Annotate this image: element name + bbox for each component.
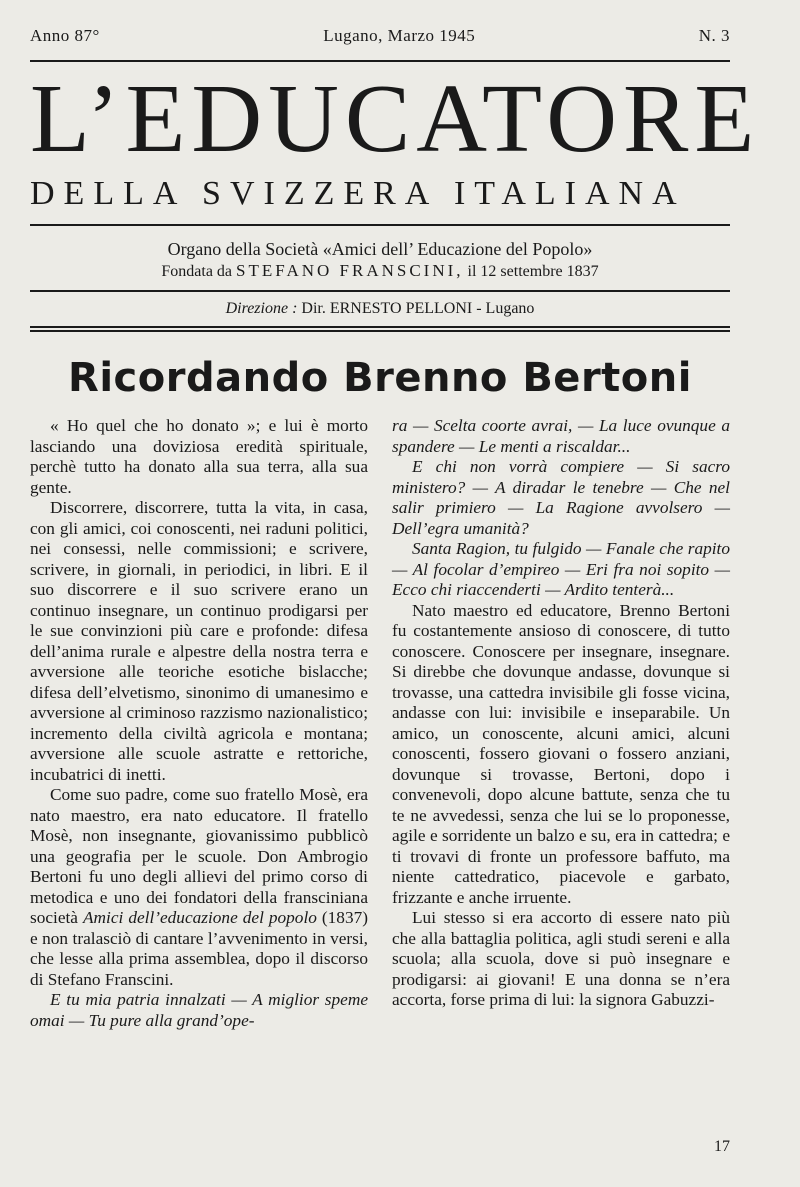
masthead-title: L’EDUCATORE bbox=[30, 65, 761, 173]
direction-rule-top bbox=[30, 326, 730, 328]
direction-line bbox=[30, 300, 730, 318]
founder-name: STEFANO FRANSCINI, bbox=[236, 261, 464, 280]
founded-line bbox=[30, 260, 730, 283]
paragraph-3 bbox=[30, 785, 368, 990]
verse-3: E chi non vorrà compiere — Si sacro ministero? — A diradar le tenebre — Che nel salir primiero — La Ragione avvolsero — Dell’egra umanità? bbox=[392, 457, 730, 538]
organ-rule bbox=[30, 290, 730, 292]
article-column-left bbox=[30, 416, 368, 1031]
masthead-subtitle: DELLA SVIZZERA ITALIANA bbox=[30, 175, 686, 212]
paragraph-2: Discorrere, discorrere, tutta la vita, in casa, con gli amici, coi conoscenti, nei raduni politici, nei consessi, nelle commissioni; e scrivere, scrivere, in giornali, in periodici, in libri. E il suo discorrere e il suo scrivere erano un continuo insegnare, un continuo prodigarsi per le sue convinzioni più care e profonde: difesa dell’anima rurale e alpestre della nostra terra e avversione alle teoriche esotiche bislacche; difesa dell’elvetismo, sinonimo di umanesimo e avversione al criminoso razzismo nazionalistico; incremento della civiltà agricola e montana; avversione alle scuole astratte e rettoriche, incubatrici di inetti. bbox=[30, 498, 368, 784]
society-name: Amici dell’educazione del popolo bbox=[83, 908, 317, 927]
founded-prefix: Fondata da bbox=[161, 263, 233, 280]
direction-label: Direzione : bbox=[225, 300, 298, 317]
organ-line: Organo della Società «Amici dell’ Educazione del Popolo» bbox=[167, 239, 593, 259]
paragraph-3-text-a: Come suo padre, come suo fratello Mosè, era nato maestro, era nato educatore. Il fratello Mosè, non insegnante, giovanissimo pubblicò una geografia per le scuole. Don Ambrogio Bertoni fu uno degli allievi del primo corso di metodica e uno dei fondatori della fransciniana società bbox=[30, 785, 368, 927]
article-column-right bbox=[392, 416, 730, 1011]
issue-info-bar bbox=[30, 26, 730, 46]
paragraph-1: « Ho quel che ho donato »; e lui è morto lasciando una doviziosa eredità spirituale, perchè tutto ha donato alla sua terra, alla sua gente. bbox=[30, 416, 368, 497]
paragraph-5: Nato maestro ed educatore, Brenno Bertoni fu costantemente ansioso di conoscere, di tutto conoscere. Conoscere per insegnare, insegnare. Si direbbe che dovunque andasse, dovunque si trovasse, una cattedra invisibile gli fosse vicina, andasse con lui: invisibile e inseparabile. Un amico, un conoscente, alcuni amici, alcuni conoscenti, fossero giovani o fossero anziani, dovunque si trovasse, Bertoni, dopo i convenevoli, dopo alcune battute, senza che tu te ne avvedessi, senza che lui se lo proponesse, agile e sorridente un balzo e su, era in cattedra; e ti trovavi di fronte un professore baffuto, ma niente cattedratico, piacevole e garbato, frizzante e anche irruente. bbox=[392, 600, 730, 907]
founded-date: il 12 settembre 1837 bbox=[467, 263, 599, 280]
page-number: 17 bbox=[714, 1138, 730, 1155]
issue-number: N. 3 bbox=[698, 26, 730, 45]
verse-4: Santa Ragion, tu fulgido — Fanale che rapito — Al focolar d’empireo — Eri fra noi sopito — Ecco chi riaccenderti — Ardito tenterà... bbox=[392, 539, 730, 599]
place-date: Lugano, Marzo 1945 bbox=[323, 26, 476, 45]
verse-2: ra — Scelta coorte avrai, — La luce ovunque a spandere — Le menti a riscaldar... bbox=[392, 416, 730, 456]
volume-number: Anno 87° bbox=[30, 26, 100, 45]
director-name: Dir. ERNESTO PELLONI - Lugano bbox=[301, 300, 535, 317]
paragraph-3-text-b: (1837) e non tralasciò di cantare l’avvenimento in versi, che lesse alla prima assemblea, dopo il discorso di Stefano Franscini. bbox=[30, 908, 368, 989]
direction-rule-bottom bbox=[30, 330, 730, 332]
article-title: Ricordando Brenno Bertoni bbox=[68, 355, 692, 401]
masthead-rule bbox=[30, 224, 730, 226]
top-rule bbox=[30, 60, 730, 62]
verse-1: E tu mia patria innalzati — A miglior speme omai — Tu pure alla grand’ope- bbox=[30, 990, 368, 1030]
paragraph-6: Lui stesso si era accorto di essere nato più che alla battaglia politica, agli studi sereni e alla scuola; alla scuola, dove si può insegnare e prodigarsi: ai giovani! E una donna se n’era accorta, forse prima di lui: la signora Gabuzzi- bbox=[392, 908, 730, 1009]
